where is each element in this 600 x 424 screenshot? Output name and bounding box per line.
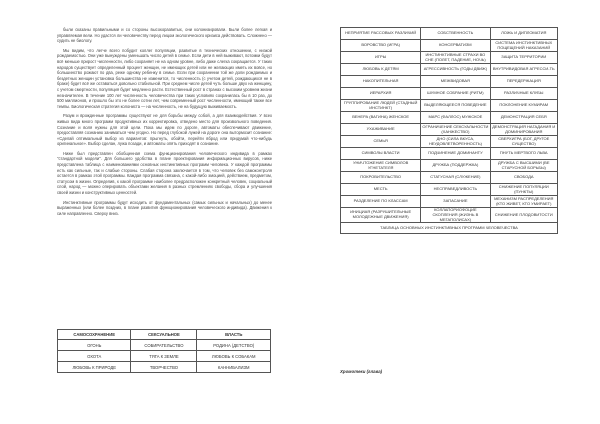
table-cell: ОГОНЬ <box>58 340 131 351</box>
table-cell: СОБИРАТЕЛЬСТВО <box>131 340 197 351</box>
table-cell: ДРУЖБА С ВЫСШИМИ (ВЕ СТАРУСНОЙ БОРЬБЫ) <box>490 160 557 172</box>
table-cell: ПНУТЬ МЕРТВОГО ЛЬВА <box>490 148 557 160</box>
table-row <box>341 160 558 172</box>
table-cell: ДНО (СИЛА ВКУСА, НЕУДОВЛЕТВОРЕННОСТЬ) <box>421 136 490 148</box>
table-cell: ОХОТА <box>58 351 131 362</box>
paragraph-1: были сказаны правильными и со стороны высокоразвитых, они колонизировали. Были более легкая и управляемая вели. Но удастся ли человечеству перед лицом экологического кризиса действовать. Сложнено — судить не биологу. <box>57 27 272 44</box>
table-cell: ЛЮБОВЬ К ПРИРОДЕ <box>58 362 131 373</box>
table-cell: ТВОРЧЕСТВО <box>131 362 197 373</box>
table-cell: ИНСТИНКТИВНЫЕ СТРАХИ ВО СНЕ (ПОЛЕТ, ПАДЕНИЕ, НОЧЬ) <box>421 52 490 64</box>
table-row <box>341 88 558 100</box>
table-caption: ТАБЛИЦА ОСНОВНЫХ ИНСТИНКТИВНЫХ ПРОГРАММ ЧЕЛОВЕЧЕСТВА <box>341 223 558 234</box>
table-cell: ШУМНОЕ СОБРАНИЕ (РИТМ) <box>421 88 490 100</box>
table-caption-row <box>341 223 558 234</box>
table-cell: РАЗДЕЛЕНИЕ ПО КЛАССАМ <box>341 196 421 208</box>
table-cell: ЗАПАСАНИЕ <box>421 196 490 208</box>
table-row <box>341 172 558 184</box>
table-cell: ОГРАНИЧЕНИЕ СЕКСУАЛЬНОСТИ (ХАНЖЕСТВО) <box>422 123 489 134</box>
table-cell: ДЕМОНСТРАЦИЯ НАГАДАНИЯ И ДОМИНИРОВАНИЯ <box>490 124 557 136</box>
instinct-programs-table <box>340 27 558 234</box>
table-cell: СВЕРХИГРА (БОГ, ДРУГОЕ СУЩЕСТВО) <box>490 136 557 148</box>
table-cell: СВОБОДА <box>490 172 557 184</box>
table-cell: КОЛЛАПОРИОФОЦИЕ СКОПЛЕНИЯ (ЖИЗНЬ В МЕГАПОЛИСАХ) <box>421 208 490 223</box>
paragraph-5: Инстинктивные программы будут исходить от фундаментальных (самых сильных и начальных) до менее выраженных (или более поздних, в плане развития функционирования человеческого индивида). Движения к силе направленно. Cверху вниз. <box>57 199 272 216</box>
table-cell: ИНИЦИАЯ (РАЗРУШИТЕЛЬНЫЕ МОЛОДЕЖНЫЕ ДВИЖЕНИЯ) <box>341 208 421 223</box>
table-cell: МЕСТЬ <box>341 184 421 196</box>
table-cell: ВЫДЕЛЯЮЩЕЕСЯ ПОВЕДЕНИЕ <box>421 100 490 112</box>
table-cell: ЛЮБОВЬ К ДЕТЯМ <box>341 64 421 76</box>
table-row <box>341 40 558 52</box>
header-power: ВЛАСТЬ <box>197 330 271 340</box>
table-cell: НЕСПРАВЕДЛИВОСТЬ <box>421 184 490 196</box>
table-header-row <box>58 330 271 340</box>
table-cell: ГРУППИРОВАНИЕ ЛЮДЕЙ (СТАДНЫЙ ИНСТИНКТ) <box>341 100 421 112</box>
table-cell: УНИЧТОЖЕНИЕ СИМВОЛОВ УГНЕТАТЕЛЯ <box>341 160 421 172</box>
table-row <box>58 351 271 362</box>
table-cell: МАРС (ФАЛЛОС) МУЖСКОЕ <box>421 112 490 124</box>
table-row <box>341 28 558 40</box>
header-self-preservation: САМОСОХРАНЕНИЕ <box>58 330 131 340</box>
table-cell: ВНУТРИВИДОВАЯ АГРЕССИ-ТЬ <box>490 64 557 76</box>
table-cell: СНИЖЕНИЕ ПЛОДОВИТОСТИ <box>490 208 557 223</box>
header-sexual: СЕКСУАЛЬНОЕ <box>131 330 197 340</box>
table-row <box>58 340 271 351</box>
table-cell: СНИЖЕНИЕ ПОПУЛЯЦИИ (ПУНКТЫ) <box>490 184 557 196</box>
left-text-column <box>57 27 272 220</box>
table-cell: ДЕМОНСТРАЦИЯ СЕБЯ <box>490 112 557 124</box>
table-cell: АГРЕССИВНОСТЬ (ГОДЫ ДВИЖ) <box>421 64 490 76</box>
table-row <box>341 184 558 196</box>
paragraph-2: Мы видим, что легче всего побудит коллег популяции, развитые в технических отношении, с низкой рождаемостью. Они уже вынуждены уменьшать число детей в семье. Если дети в ней выживают, потомки будут всё меньше прирост численности, либо сохраняет не на одном уровне, либо даже слегка сокращается. У таких народов существует определенный процент женщин, не имеющих детей или не желающих иметь их вовсе, но большинство рожают по два, реже одному ребенку в семье. Если при сохранении той же доли рождаемых и бездетных женщин установка большинства не изменится, то численность (с учетом детей, рождающихся не в браке) будет всё же оставаться довольно стабильной. При среднем числе детей чуть больше двух на женщину, с учетом смертности, популяция будет медленно расти. Естественный рост в странах с высоким уровнем жизни незначителен. В течение 100 лет численность человечества при таких условиях сохранилась бы в 10 раз, до 500 миллионов, и прошло бы это не более сотни лет, чем современный рост численности, имеющий также все темпы. Биологическая стратегия колониста — на численность, не на будущую выживаемость. <box>57 47 272 109</box>
paragraph-4: Ниже был представлен обобщенная схема функционирования человеческого индивида в рамках "стандартной модели". Для большего удобства в плане проектирования информационных вирусов, ниже представлена таблица с наименованиями основных инстинктивных программ человека. У каждой программы есть как сильные, так и слабые стороны. Слабая сторона заключается в том, что человек без самоконтроля остается в рамках этой программы. Каждая программа связана, с какой-либо эмоцией, действием, предметом, статусом в жизни. Определив, к какой программе наиболее предрасположен конкретный человек, социальный слой, народ — можно оперировать объектами желания в разных стремлениях свободы, сбора и улучшения своей жизни и конструктивных ценностей. <box>57 150 272 196</box>
table-row <box>341 196 558 208</box>
table-cell: СЕМЬЯ <box>341 136 421 148</box>
table-cell: ВЕНЕРА (ВАГИНА) ЖЕНСКОЕ <box>341 112 421 124</box>
table-cell: ПОКРОВИТЕЛЬСТВО <box>341 172 421 184</box>
table-cell: ЗАЩИТА ТЕРРИТОРИИ <box>490 52 557 64</box>
table-cell: ВОРОВСТВО (ИГРА) <box>341 40 421 52</box>
table-cell: ТЯГА К ЗЕМЛЕ <box>131 351 197 362</box>
table-row <box>341 64 558 76</box>
table-row <box>341 112 558 124</box>
table-row <box>341 76 558 88</box>
table-cell: УХАЖИВАНИЕ <box>341 124 421 136</box>
table-cell: ИЕРАРХИЯ <box>341 88 421 100</box>
table-cell: СТАТУСНАЯ (СЛУЖЕНИЕ) <box>421 172 490 184</box>
table-cell: ПОДЧИНЕНИЕ ДОМИНАНТУ <box>421 148 490 160</box>
table-cell: ДРУЖБА (ПОДДЕРЖКА) <box>421 160 490 172</box>
table-row <box>341 148 558 160</box>
table-cell: КОНСЕРВАТИЗМ <box>421 40 490 52</box>
table-cell: РОДИНА (ДЕТСТВО) <box>197 340 271 351</box>
table-cell: СОБСТВЕННОСТЬ <box>421 28 490 40</box>
table-row <box>341 136 558 148</box>
table-row <box>341 100 558 112</box>
table-cell: РАЗЛИЧНЫЕ КЛУБЫ <box>490 88 557 100</box>
table-row <box>58 362 271 373</box>
programs-summary-table <box>57 329 271 373</box>
table-cell: СИСТЕМА ИНСТИНКТИВНЫХ ПОЩЕЩЕНИЙ НАКАЗАНИЙ <box>490 40 557 52</box>
table-row <box>341 52 558 64</box>
table-cell: КАННИБАЛИЗМ <box>197 362 271 373</box>
table-cell: МЕХАНИЗМ РАСПРЕДЕЛЕНИЯ (КТО ЖИВЕТ, КТО УМИРАЕТ) <box>490 196 557 208</box>
table-cell: ЛЮБОВЬ К СОБАКАМ <box>197 351 271 362</box>
table-row <box>341 208 558 223</box>
table-cell: СИМВОЛЫ ВЛАСТИ <box>341 148 421 160</box>
table-cell: ЛОЖЬ И ДИПЛОМАТИЯ <box>490 28 557 40</box>
author-signature: Хромотеки (глава) <box>340 369 383 374</box>
table-cell: ИГРЫ <box>341 52 421 64</box>
paragraph-3: Разум и врожденные программы существуют не для борьбы между собой, а для взаимодействия. У всех живых вида много программ продуктивных их корректировка, отведено место для произвольного поведения. Сознание и воля нужны для этой цели. Пока мы идем по дороге, автоматы обеспечивают движение, предоставляя сознанию заниматься чем угодно. Но перед глубокой лужей на дороге она вытормозит сознание: «Сделай оптимальный выбор из вариантов: прыгнуть, обойти, перейти вброд или придумай что-нибудь оригинальное». Выбор сделан, лужа позади, и автоматы опять приходят в сознание. <box>57 113 272 147</box>
table-cell: НАКОПИТЕЛЬНАЯ <box>341 76 421 88</box>
table-cell: ПЕРЕДЕРЖАЦИЯ <box>490 76 557 88</box>
table-cell: НЕПРИЯТИЕ РАССОВЫХ РАЗЛИЧИЙ <box>341 28 421 40</box>
table-cell: МЕЖВИДОВАЯ <box>421 76 490 88</box>
table-cell: ПОКЛОНЕНИЕ КУМИРАМ <box>490 100 557 112</box>
table-row <box>341 124 558 136</box>
